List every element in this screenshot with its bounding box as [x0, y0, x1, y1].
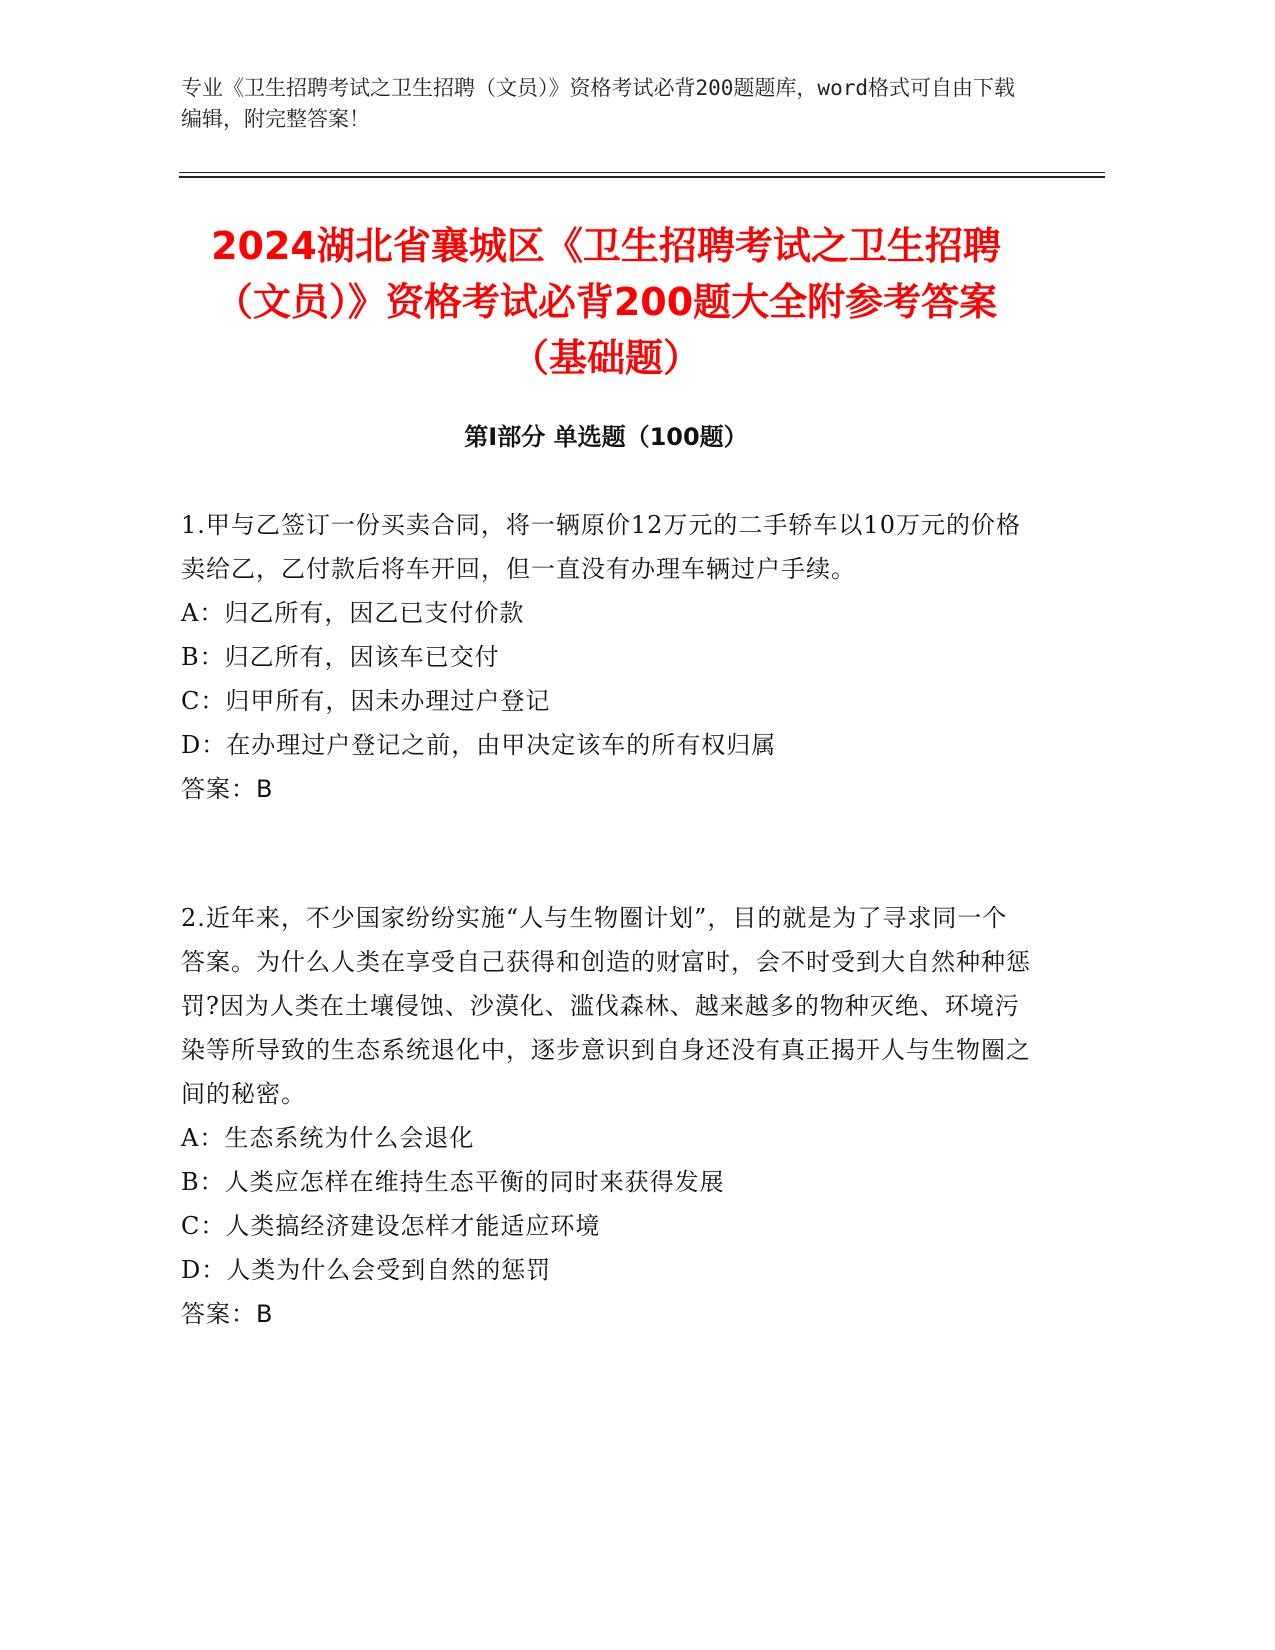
option-b: B：归乙所有，因该车已交付 [181, 643, 500, 671]
document-title: 2024湖北省襄城区《卫生招聘考试之卫生招聘（文员）》资格考试必背200题大全附参考答案（基础题） [211, 224, 1001, 380]
section-heading: 第I部分 单选题（100题） [464, 423, 748, 451]
question-1 [181, 503, 1031, 811]
option-d: D：在办理过户登记之前，由甲决定该车的所有权归属 [181, 731, 777, 759]
question-2 [181, 896, 1031, 1336]
question-stem: 2.近年来，不少国家纷纷实施“人与生物圈计划”，目的就是为了寻求同一个答案。为什么人类在享受自己获得和创造的财富时，会不时受到大自然种种惩罚?因为人类在土壤侵蚀、沙漠化、滥伐森林、越来越多的物种灭绝、环境污染等所导致的生态系统退化中，逐步意识到自身还没有真正揭开人与生物圈之间的秘密。 [181, 904, 1031, 1108]
option-a: A：生态系统为什么会退化 [181, 1124, 475, 1152]
header-divider-thin [179, 172, 1105, 173]
answer: 答案：B [181, 775, 274, 803]
header-divider-thick [179, 176, 1105, 178]
option-a: A：归乙所有，因乙已支付价款 [181, 599, 525, 627]
option-c: C：归甲所有，因未办理过户登记 [181, 687, 551, 715]
answer: 答案：B [181, 1300, 274, 1328]
option-b: B：人类应怎样在维持生态平衡的同时来获得发展 [181, 1168, 725, 1196]
option-c: C：人类搞经济建设怎样才能适应环境 [181, 1212, 601, 1240]
question-stem: 1.甲与乙签订一份买卖合同，将一辆原价12万元的二手轿车以10万元的价格卖给乙，乙付款后将车开回，但一直没有办理车辆过户手续。 [181, 511, 1021, 583]
document-intro: 专业《卫生招聘考试之卫生招聘（文员）》资格考试必背200题题库，word格式可自由下载编辑，附完整答案！ [181, 76, 1015, 131]
option-d: D：人类为什么会受到自然的惩罚 [181, 1256, 552, 1284]
